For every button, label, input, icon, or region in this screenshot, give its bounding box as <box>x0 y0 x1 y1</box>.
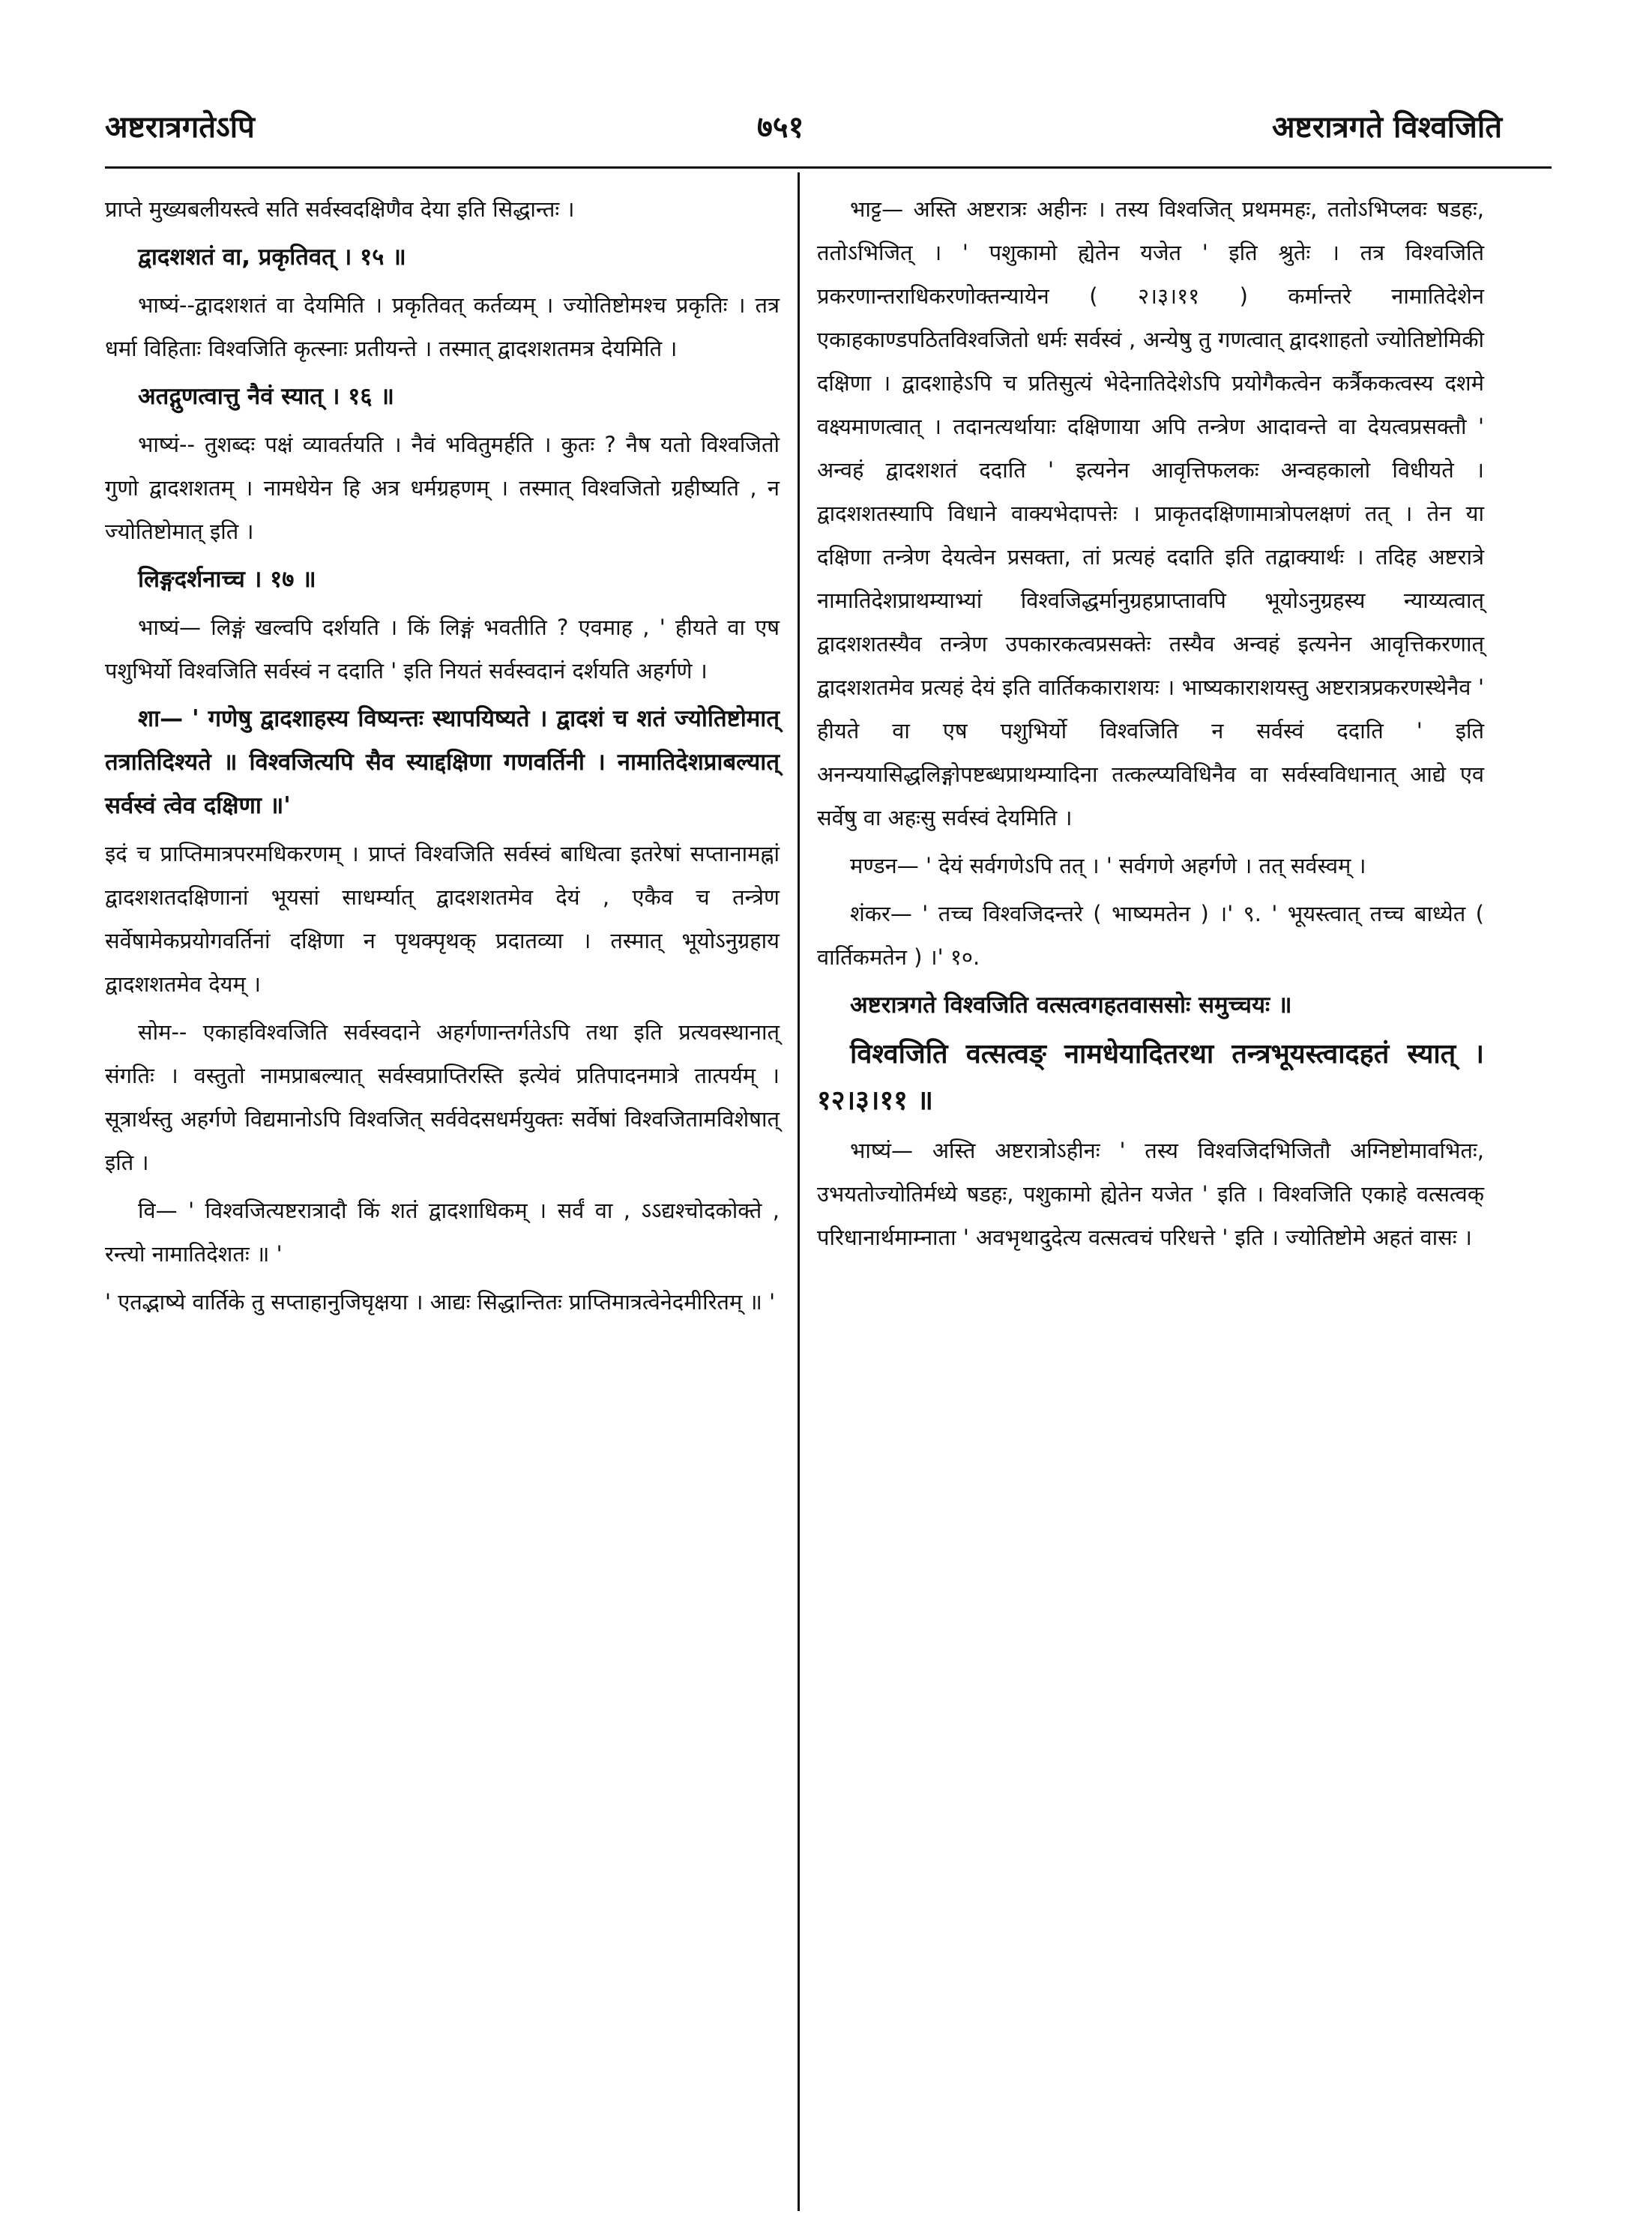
bhashya-paragraph: भाष्यं-- तुशब्दः पक्षं व्यावर्तयति । नैवं भवितुमर्हति । कुतः ? नैष यतो विश्वजितो गुणो द्वादशशतम् । नामधेयेन हि अत्र धर्मग्रहणम् । तस्मात् विश्वजितो ग्रहीष्यति , न ज्योतिष्टोमात् इति । <box>105 432 780 544</box>
running-title-left: अष्टरात्रगतेऽपि <box>105 110 255 145</box>
adhikarana-title: अष्टरात्रगते विश्वजिति वत्सत्वगहतवाससोः समुच्चयः ॥ <box>850 992 1292 1019</box>
column-divider <box>798 172 800 2211</box>
shankara-paragraph: शंकर— ' तच्च विश्वजिदन्तरे ( भाष्यमतेन ) ।' ९. ' भूयस्त्वात् तच्च बाध्येत ( वार्तिकमतेन ) ।' १०. <box>817 901 1484 970</box>
sutra-15: द्वादशशतं वा, प्रकृतिवत् । १५ ॥ <box>138 244 406 271</box>
sutra-17: लिङ्गदर्शनाच्च । १७ ॥ <box>138 566 316 593</box>
bhashya-paragraph: भाष्यं— लिङ्गं खल्वपि दर्शयति । किं लिङ्गं भवतीति ? एवमाह , ' हीयते वा एष पशुभिर्यो विश्वजिति सर्वस्वं न ददाति ' इति नियतं सर्वस्वदानं दर्शयति अहर्गणे । <box>105 615 780 684</box>
bhashya-paragraph: भाष्यं— अस्ति अष्टरात्रोऽहीनः ' तस्य विश्वजिदभिजितौ अग्निष्टोमावभितः, उभयतोज्योतिर्मध्ये षडहः, पशुकामो ह्येतेन यजेत ' इति । विश्वजिति एकाहे वत्सत्वक् परिधानार्थमाम्नाता ' अवभृथादुदेत्य वत्सत्वचं परिधत्ते ' इति । ज्योतिष्टोमे अहतं वासः । <box>817 1138 1484 1250</box>
right-column <box>817 187 1484 1264</box>
running-title-right: अष्टरात्रगते विश्वजिति <box>1271 110 1502 145</box>
mandana-paragraph: मण्डन— ' देयं सर्वगणेऽपि तत् । ' सर्वगणे अहर्गणे । तत् सर्वस्वम् । <box>850 853 1366 878</box>
soma-paragraph: सोम-- एकाहविश्वजिति सर्वस्वदाने अहर्गणान्तर्गतेऽपि तथा इति प्रत्यवस्थानात् संगतिः । वस्तुतो नामप्राबल्यात् सर्वस्वप्राप्तिरस्ति इत्येवं प्रतिपादनमात्रे तात्पर्यम् । सूत्रार्थस्तु अहर्गणे विद्यमानोऽपि विश्वजित् सर्ववेदसधर्मयुक्तः सर्वेषां विश्वजितामविशेषात् इति । <box>105 1019 780 1175</box>
bhatta-paragraph: भाट्ट— अस्ति अष्टरात्रः अहीनः । तस्य विश्वजित् प्रथममहः, ततोऽभिप्लवः षडहः, ततोऽभिजित् । ' पशुकामो ह्येतेन यजेत ' इति श्रुतेः । तत्र विश्वजिति प्रकरणान्तराधिकरणोक्तन्यायेन ( २।३।११ ) कर्मान्तरे नामातिदेशेन एकाहकाण्डपठितविश्वजितो धर्मः सर्वस्वं , अन्येषु तु गणत्वात् द्वादशाहतो ज्योतिष्टोमिकी दक्षिणा । द्वादशाहेऽपि च प्रतिसुत्यं भेदेनातिदेशेऽपि प्रयोगैकत्वेन कर्त्रैककत्वस्य दशमे वक्ष्यमाणत्वात् । तदानत्यर्थायाः दक्षिणाया अपि तन्त्रेण आदावन्ते वा देयत्वप्रसक्तौ ' अन्वहं द्वादशशतं ददाति ' इत्यनेन आवृत्तिफलकः अन्वहकालो विधीयते । द्वादशशतस्यापि विधाने वाक्यभेदापत्तेः । प्राकृतदक्षिणामात्रोपलक्षणं तत् । तेन या दक्षिणा तन्त्रेण देयत्वेन प्रसक्ता, तां प्रत्यहं ददाति इति तद्वाक्यार्थः । तदिह अष्टरात्रे नामातिदेशप्राथम्याभ्यां विश्वजिद्धर्मानुग्रहप्राप्तावपि भूयोऽनुग्रहस्य न्याय्यत्वात् द्वादशशतस्यैव तन्त्रेण उपकारकत्वप्रसक्तेः तस्यैव अन्वहं इत्यनेन आवृत्तिकरणात् द्वादशशतमेव प्रत्यहं देयं इति वार्तिककाराशयः । भाष्यकाराशयस्तु अष्टरात्रप्रकरणस्थेनैव ' हीयते वा एष पशुभिर्यो विश्वजिति न सर्वस्वं ददाति ' इति अनन्ययासिद्धलिङ्गोपष्टब्धप्राथम्यादिना तत्कल्प्यविधिनैव वा सर्वस्वविधानात् आद्ये एव सर्वेषु वा अहःसु सर्वस्वं देयमिति । <box>817 196 1484 830</box>
sutra-12-3-11: विश्वजिति वत्सत्वङ् नामधेयादितरथा तन्त्रभूयस्त्वादहतं स्यात् । १२।३।११ ॥ <box>817 1039 1484 1116</box>
paragraph: इदं च प्राप्तिमात्रपरमधिकरणम् । प्राप्तं विश्वजिति सर्वस्वं बाधित्वा इतरेषां सप्तानामह्नां द्वादशशतदक्षिणानां भूयसां साधर्म्यात् द्वादशशतमेव देयं , एकैव च तन्त्रेण सर्वेषामेकप्रयोगवर्तिनां दक्षिणा न पृथक्पृथक् प्रदातव्या । तस्मात् भूयोऽनुग्रहाय द्वादशशतमेव देयम् । <box>105 841 780 997</box>
bhashya-paragraph: भाष्यं--द्वादशशतं वा देयमिति । प्रकृतिवत् कर्तव्यम् । ज्योतिष्टोमश्च प्रकृतिः । तत्र धर्मा विहिताः विश्वजिति कृत्स्नाः प्रतीयन्ते । तस्मात् द्वादशशतमत्र देयमिति । <box>105 292 780 361</box>
sutra-16: अतद्गुणत्वात्तु नैवं स्यात् । १६ ॥ <box>138 383 394 410</box>
vi-verse: वि— ' विश्वजित्यष्टरात्रादौ किं शतं द्वादशाधिकम् । सर्वं वा , ऽऽद्यश्चोदकोक्ते , रन्त्यो नामातिदेशतः ॥ ' <box>105 1198 780 1267</box>
left-column <box>105 187 780 1328</box>
shastradipika-verse: शा— ' गणेषु द्वादशाहस्य विष्यन्तः स्थापयिष्यते । द्वादशं च शतं ज्योतिष्टोमात् तत्रातिदिश्यते ॥ विश्वजित्यपि सैव स्याद्दक्षिणा गणवर्तिनी । नामातिदेशप्राबल्यात् सर्वस्वं त्वेव दक्षिणा ॥' <box>105 705 780 819</box>
paragraph: प्राप्ते मुख्यबलीयस्त्वे सति सर्वस्वदक्षिणैव देया इति सिद्धान्तः । <box>105 196 575 222</box>
page-number: ७५१ <box>757 110 804 145</box>
page-header <box>0 105 1652 165</box>
verse: ' एतद्भाष्ये वार्तिके तु सप्ताहानुजिघृक्षया । आद्यः सिद्धान्तितः प्राप्तिमात्रत्वेनेदमीरितम् ॥ ' <box>105 1289 776 1315</box>
header-rule <box>105 166 1552 169</box>
